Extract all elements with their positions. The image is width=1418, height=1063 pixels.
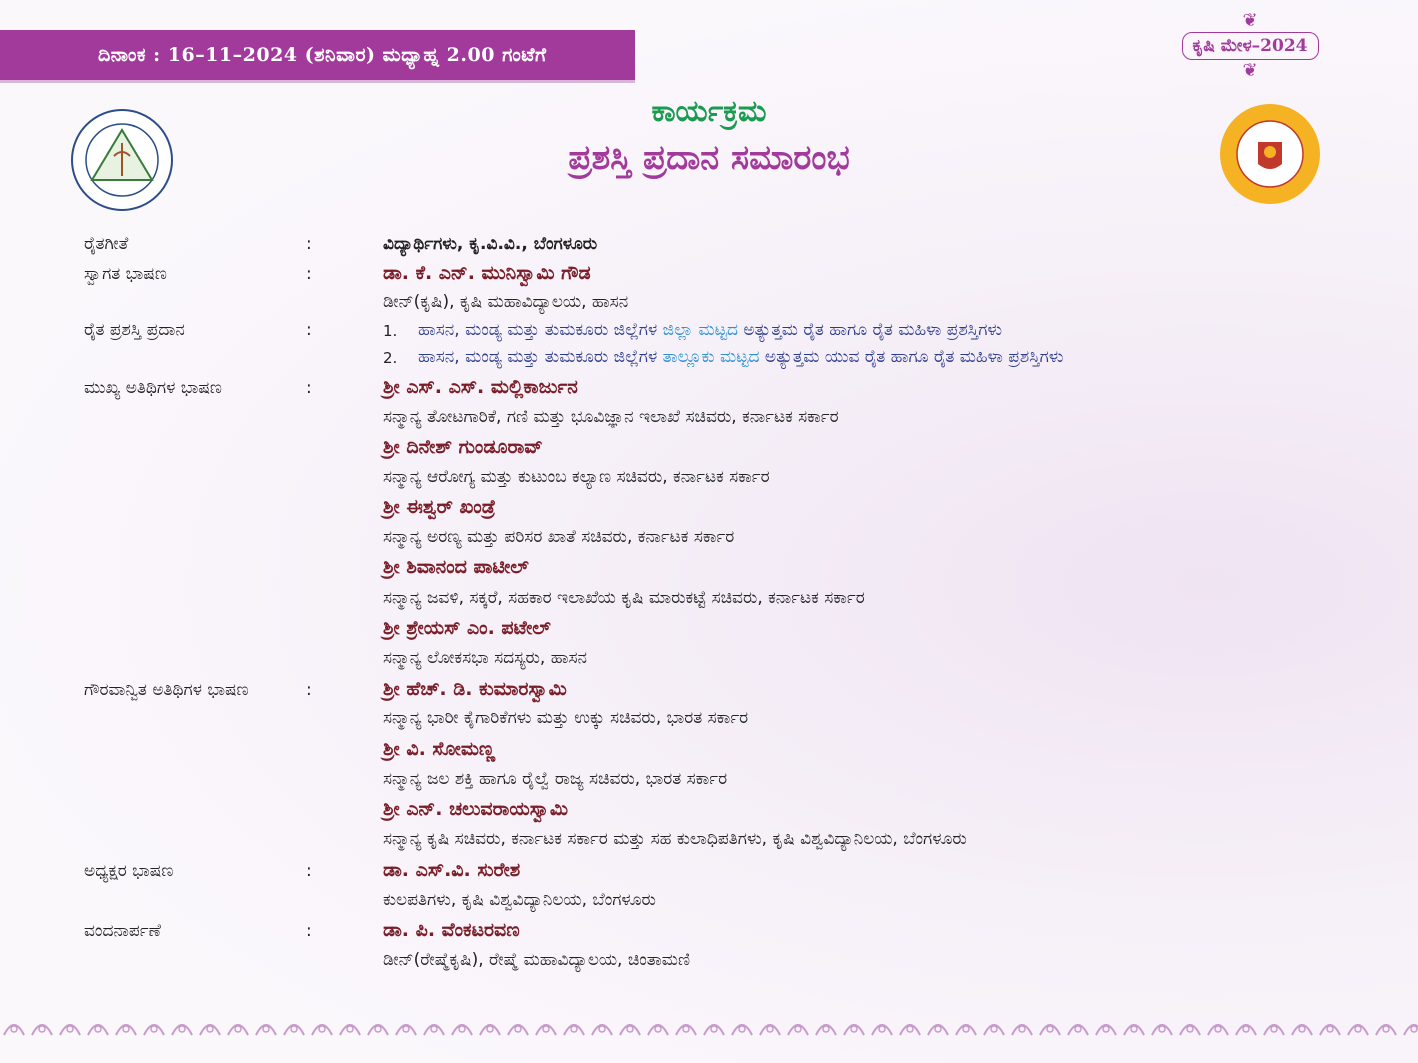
colon: : xyxy=(306,680,312,700)
award-level-highlight: ತಾಲ್ಲೂಕು ಮಟ್ಟದ xyxy=(662,347,760,367)
event-date-text: ದಿನಾಂಕ : 16–11–2024 (ಶನಿವಾರ) ಮಧ್ಯಾಹ್ನ 2.00 ಗಂಟೆಗೆ xyxy=(98,44,547,66)
award-item: ಹಾಸನ, ಮಂಡ್ಯ ಮತ್ತು ತುಮಕೂರು ಜಿಲ್ಲೆಗಳ ತಾಲ್ಲೂಕು ಮಟ್ಟದ ಅತ್ಯುತ್ತಮ ಯುವ ರೈತ ಹಾಗೂ ರೈತ ಮಹಿಳಾ ಪ್ರಶಸ್ತಿಗಳು xyxy=(418,347,1064,367)
guest-name: ಶ್ರೀ ಶ್ರೇಯಸ್ ಎಂ. ಪಟೇಲ್ xyxy=(383,617,551,639)
guest-desc: ಸನ್ಮಾನ್ಯ ತೋಟಗಾರಿಕೆ, ಗಣಿ ಮತ್ತು ಭೂವಿಜ್ಞಾನ ಇಲಾಖೆ ಸಚಿವರು, ಕರ್ನಾಟಕ ಸರ್ಕಾರ xyxy=(383,407,839,427)
label-chief-guests: ಮುಖ್ಯ ಅತಿಥಿಗಳ ಭಾಷಣ xyxy=(84,378,222,398)
guest-desc: ಸನ್ಮಾನ್ಯ ಅರಣ್ಯ ಮತ್ತು ಪರಿಸರ ಖಾತೆ ಸಚಿವರು, ಕರ್ನಾಟಕ ಸರ್ಕಾರ xyxy=(383,527,735,547)
swagata-desc: ಡೀನ್(ಕೃಷಿ), ಕೃಷಿ ಮಹಾವಿದ್ಯಾಲಯ, ಹಾಸನ xyxy=(383,292,629,312)
guest-name: ಶ್ರೀ ಎಸ್. ಎಸ್. ಮಲ್ಲಿಕಾರ್ಜುನ xyxy=(383,376,578,398)
label-swagata: ಸ್ವಾಗತ ಭಾಷಣ xyxy=(84,264,167,284)
guest-desc: ಸನ್ಮಾನ್ಯ ಆರೋಗ್ಯ ಮತ್ತು ಕುಟುಂಬ ಕಲ್ಯಾಣ ಸಚಿವರು, ಕರ್ನಾಟಕ ಸರ್ಕಾರ xyxy=(383,467,770,487)
ornament-top-icon: ❦ xyxy=(1242,10,1258,31)
thanks-name: ಡಾ. ಪಿ. ವೆಂಕಟರವಣ xyxy=(383,919,520,941)
award-level-highlight: ಜಿಲ್ಲಾ ಮಟ್ಟದ xyxy=(662,320,738,340)
swagata-name: ಡಾ. ಕೆ. ಎನ್. ಮುನಿಸ್ವಾಮಿ ಗೌಡ xyxy=(383,262,591,284)
guest-name: ಶ್ರೀ ಎನ್. ಚಲುವರಾಯಸ್ವಾಮಿ xyxy=(383,798,569,820)
colon: : xyxy=(306,861,312,881)
page-title: ಕಾರ್ಯಕ್ರಮ xyxy=(651,94,767,129)
label-awards: ರೈತ ಪ್ರಶಸ್ತಿ ಪ್ರದಾನ xyxy=(84,320,185,340)
guest-desc: ಸನ್ಮಾನ್ಯ ಭಾರೀ ಕೈಗಾರಿಕೆಗಳು ಮತ್ತು ಉಕ್ಕು ಸಚಿವರು, ಭಾರತ ಸರ್ಕಾರ xyxy=(383,708,749,728)
ornament-bottom-icon: ❦ xyxy=(1242,60,1258,81)
page-subtitle: ಪ್ರಶಸ್ತಿ ಪ್ರದಾನ ಸಮಾರಂಭ xyxy=(568,138,850,178)
date-banner xyxy=(0,30,635,80)
guest-name: ಶ್ರೀ ಹೆಚ್. ಡಿ. ಕುಮಾರಸ್ವಾಮಿ xyxy=(383,678,567,700)
krishi-mela-badge xyxy=(1150,10,1350,100)
colon: : xyxy=(306,234,312,254)
guest-name: ಶ್ರೀ ಈಶ್ವರ್ ಖಂಡ್ರೆ xyxy=(383,496,496,518)
award-number: 2. xyxy=(383,349,398,367)
colon: : xyxy=(306,921,312,941)
guest-desc: ಸನ್ಮಾನ್ಯ ಕೃಷಿ ಸಚಿವರು, ಕರ್ನಾಟಕ ಸರ್ಕಾರ ಮತ್ತು ಸಹ ಕುಲಾಧಿಪತಿಗಳು, ಕೃಷಿ ವಿಶ್ವವಿದ್ಯಾನಿಲಯ, ಬೆಂಗಳೂರು xyxy=(383,829,967,849)
guest-name: ಶ್ರೀ ಶಿವಾನಂದ ಪಾಟೀಲ್ xyxy=(383,556,529,578)
guest-name: ಶ್ರೀ ವಿ. ಸೋಮಣ್ಣ xyxy=(383,738,496,760)
label-presidential: ಅಧ್ಯಕ್ಷರ ಭಾಷಣ xyxy=(84,861,174,881)
colon: : xyxy=(306,320,312,340)
guest-desc: ಸನ್ಮಾನ್ಯ ಜವಳಿ, ಸಕ್ಕರೆ, ಸಹಕಾರ ಇಲಾಖೆಯ ಕೃಷಿ ಮಾರುಕಟ್ಟೆ ಸಚಿವರು, ಕರ್ನಾಟಕ ಸರ್ಕಾರ xyxy=(383,588,865,608)
thanks-desc: ಡೀನ್(ರೇಷ್ಮೆಕೃಷಿ), ರೇಷ್ಮೆ ಮಹಾವಿದ್ಯಾಲಯ, ಚಿಂತಾಮಣಿ xyxy=(383,950,691,970)
colon: : xyxy=(306,264,312,284)
decorative-border-icon xyxy=(0,1015,1418,1041)
award-number: 1. xyxy=(383,322,398,340)
raitha-geethe-value: ವಿದ್ಯಾರ್ಥಿಗಳು, ಕೃ.ವಿ.ವಿ., ಬೆಂಗಳೂರು xyxy=(383,234,598,254)
label-vote-of-thanks: ವಂದನಾರ್ಪಣೆ xyxy=(84,921,161,941)
label-honoured-guests: ಗೌರವಾನ್ವಿತ ಅತಿಥಿಗಳ ಭಾಷಣ xyxy=(84,680,249,700)
guest-name: ಶ್ರೀ ದಿನೇಶ್ ಗುಂಡೂರಾವ್ xyxy=(383,436,543,458)
president-name: ಡಾ. ಎಸ್.ವಿ. ಸುರೇಶ xyxy=(383,859,521,881)
label-raitha-geethe: ರೈತಗೀತೆ xyxy=(84,234,129,254)
guest-desc: ಸನ್ಮಾನ್ಯ ಜಲ ಶಕ್ತಿ ಹಾಗೂ ರೈಲ್ವೆ ರಾಜ್ಯ ಸಚಿವರು, ಭಾರತ ಸರ್ಕಾರ xyxy=(383,769,728,789)
guest-desc: ಸನ್ಮಾನ್ಯ ಲೋಕಸಭಾ ಸದಸ್ಯರು, ಹಾಸನ xyxy=(383,648,587,668)
president-desc: ಕುಲಪತಿಗಳು, ಕೃಷಿ ವಿಶ್ವವಿದ್ಯಾನಿಲಯ, ಬೆಂಗಳೂರು xyxy=(383,890,656,910)
mela-label: ಕೃಷಿ ಮೇಳ–2024 xyxy=(1182,32,1319,60)
colon: : xyxy=(306,378,312,398)
award-item: ಹಾಸನ, ಮಂಡ್ಯ ಮತ್ತು ತುಮಕೂರು ಜಿಲ್ಲೆಗಳ ಜಿಲ್ಲಾ ಮಟ್ಟದ ಅತ್ಯುತ್ತಮ ರೈತ ಹಾಗೂ ರೈತ ಮಹಿಳಾ ಪ್ರಶಸ್ತಿಗಳು xyxy=(418,320,1003,340)
